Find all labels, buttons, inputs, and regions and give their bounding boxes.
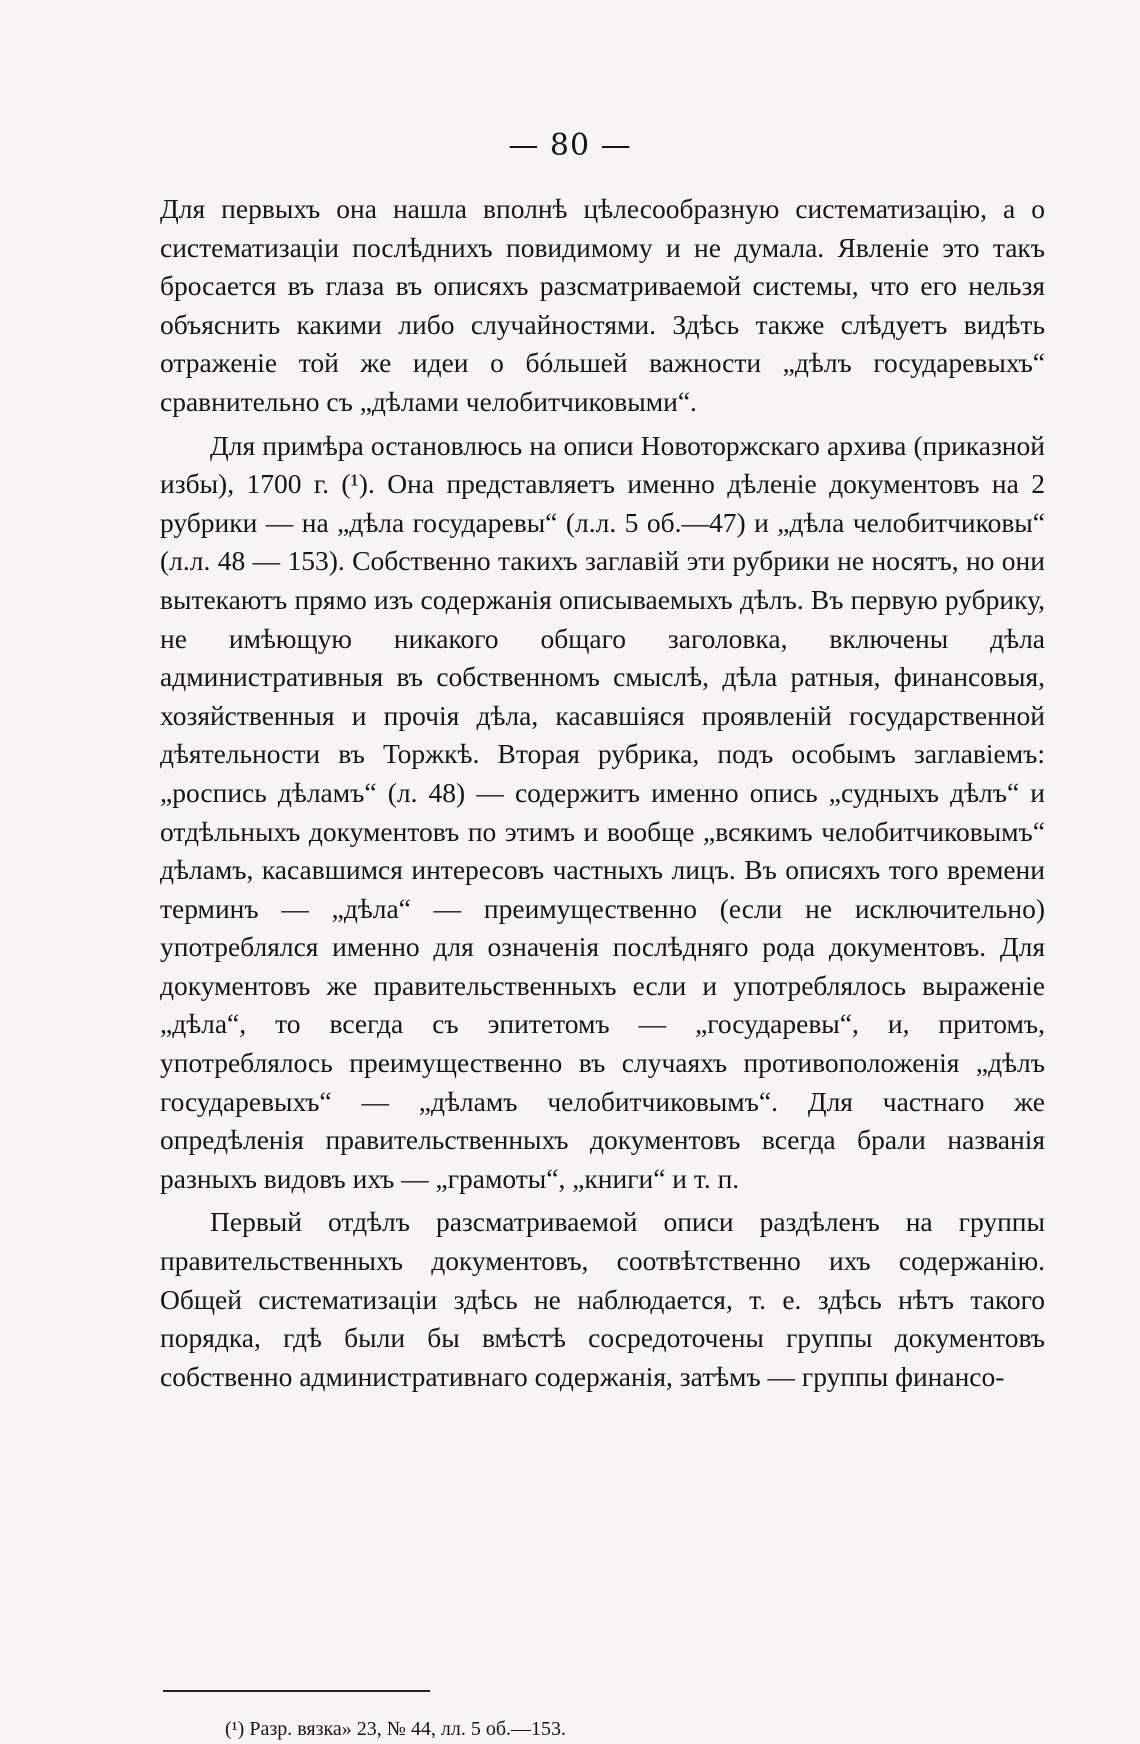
page-number: — 80 — (508, 128, 632, 163)
footnote: (¹) Разр. вязка» 23, № 44, лл. 5 об.—153. (225, 1718, 567, 1740)
paragraph-2: Для примѣра остановлюсь на описи Новоторжскаго архива (приказной избы), 1700 г. (¹). Она представляетъ именно дѣленіе документовъ на 2 рубрики — на „дѣла государевы“ (л.л. 5 об.—47) и „дѣла челобитчиковы“ (л.л. 48 — 153). Собственно такихъ заглавій эти рубрики не носятъ, но они вытекаютъ прямо изъ содержанія описываемыхъ дѣлъ. Въ первую рубрику, не имѣющую никакого общаго заголовка, включены дѣла административныя въ собственномъ смыслѣ, дѣла ратныя, финансовыя, хозяйственныя и прочія дѣла, касавшіяся проявленій государственной дѣятельности въ Торжкѣ. Вторая рубрика, подъ особымъ заглавіемъ: „роспись дѣламъ“ (л. 48) — содержитъ именно опись „судныхъ дѣлъ“ и отдѣльныхъ документовъ по этимъ и вообще „всякимъ челобитчиковымъ“ дѣламъ, касавшимся интересовъ частныхъ лицъ. Въ описяхъ того времени терминъ — „дѣла“ — преимущественно (если не исключительно) употреблялся именно для означенія послѣдняго рода документовъ. Для документовъ же правительственныхъ если и употреблялось выраженіе „дѣла“, то всегда съ эпитетомъ — „государевы“, и, притомъ, употреблялось преимущественно въ случаяхъ противоположенія „дѣлъ государевыхъ“ — „дѣламъ челобитчиковымъ“. Для частнаго же опредѣленія правительственныхъ документовъ всегда брали названія разныхъ видовъ ихъ — „грамоты“, „книги“ и т. п. (160, 429, 1045, 1194)
paragraph-3: Первый отдѣлъ разсматриваемой описи раздѣленъ на группы правительственныхъ документовъ, соотвѣтственно ихъ содержанію. Общей систематизаціи здѣсь не наблюдается, т. е. здѣсь нѣтъ такого порядка, гдѣ были бы вмѣстѣ сосредоточены группы документовъ собственно административнаго содержанія, затѣмъ — группы финансо- (160, 1206, 1045, 1392)
footnote-rule (163, 1690, 430, 1692)
body-text (160, 190, 1045, 1396)
paragraph-1: Для первыхъ она нашла вполнѣ цѣлесообразную систематизацію, а о систематизаціи послѣднихъ повидимому и не думала. Явленіе это такъ бросается въ глаза въ описяхъ разсматриваемой системы, что его нельзя объяснить какими либо случайностями. Здѣсь также слѣдуетъ видѣть отраженіе той же идеи о бóльшей важности „дѣлъ государевыхъ“ сравнительно съ „дѣлами челобитчиковыми“. (160, 193, 1045, 417)
